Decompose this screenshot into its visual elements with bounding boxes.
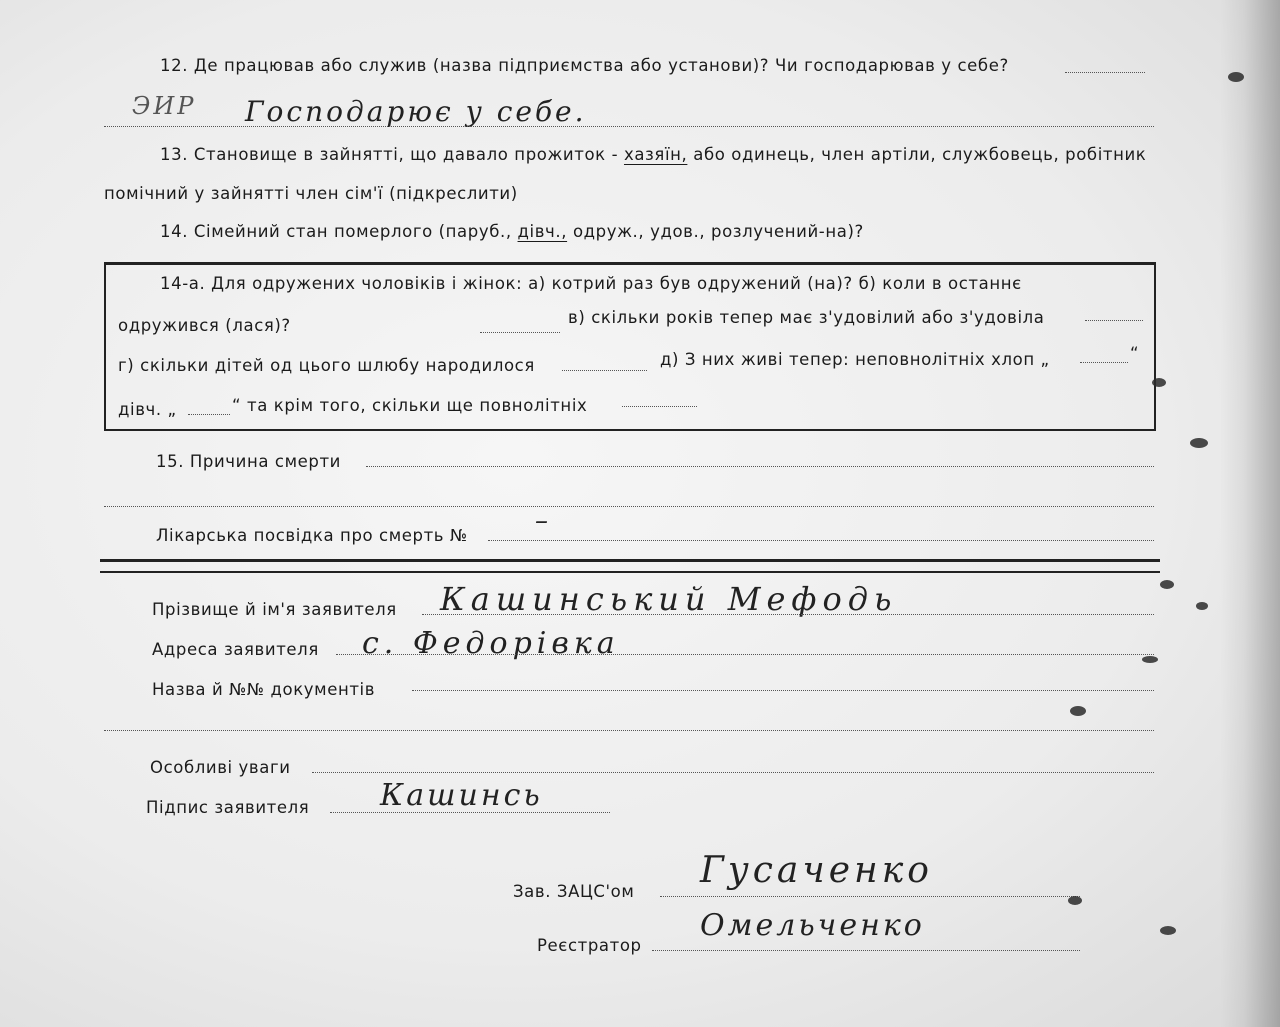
q14a-line3a-dots bbox=[562, 370, 647, 371]
certificate-dotted-line bbox=[488, 540, 1154, 541]
q14a-line2a: одружився (лася)? bbox=[118, 316, 291, 335]
q15-dotted-line bbox=[366, 466, 1154, 467]
q14a-line3b: д) З них живі тепер: неповнолітніх хлоп „ bbox=[660, 350, 1050, 369]
q13-line1 bbox=[160, 145, 1146, 164]
applicant-docs-label: Назва й №№ документів bbox=[152, 680, 376, 699]
q14-selected-option: дівч., bbox=[517, 222, 568, 241]
separator-rule-bottom bbox=[100, 571, 1160, 573]
paper-damage-mark bbox=[1228, 72, 1244, 82]
q14-line bbox=[160, 222, 864, 241]
q14a-line4a: дівч. „ bbox=[118, 400, 177, 419]
paper-damage-mark bbox=[1068, 896, 1082, 905]
q14a-line3a: г) скільки дітей од цього шлюбу народилося bbox=[118, 356, 535, 375]
margin-note: ЭИР bbox=[132, 92, 197, 120]
paper-damage-mark bbox=[1152, 378, 1166, 387]
q14a-line4b: “ та крім того, скільки ще повнолітніх bbox=[232, 396, 588, 415]
applicant-signature-line bbox=[330, 812, 610, 813]
separator-rule-top bbox=[100, 559, 1160, 562]
applicant-docs-line-2 bbox=[104, 730, 1154, 731]
applicant-address-label: Адреса заявителя bbox=[152, 640, 319, 659]
q14a-line4a-dots bbox=[188, 414, 230, 415]
paper-damage-mark bbox=[1190, 438, 1208, 448]
applicant-docs-line bbox=[412, 690, 1154, 691]
applicant-signature: Кашинсь bbox=[380, 778, 543, 813]
q14a-line2b: в) скільки років тепер має з'удовілий або з'удовіла bbox=[568, 308, 1045, 327]
q14-options: одруж., удов., розлучений-на)? bbox=[572, 222, 864, 241]
applicant-name-line bbox=[422, 614, 1154, 615]
applicant-address-line bbox=[336, 654, 1154, 655]
certificate-label: Лікарська посвідка про смерть № bbox=[156, 526, 468, 545]
head-signature: Гусаченко bbox=[700, 850, 933, 891]
head-label: Зав. ЗАЦС'ом bbox=[513, 882, 635, 901]
q14a-line1: 14-а. Для одружених чоловіків і жінок: а) котрий раз був одружений (на)? б) коли в останнє bbox=[160, 274, 1022, 293]
registrar-signature: Омельченко bbox=[700, 908, 925, 943]
q15-dotted-line-2 bbox=[104, 506, 1154, 507]
q15-label: 15. Причина смерти bbox=[156, 452, 341, 471]
applicant-notes-line bbox=[312, 772, 1154, 773]
q14a-line3b-dots bbox=[1080, 362, 1128, 363]
q13-options: або одинець, член артіли, службовець, робітник bbox=[693, 145, 1147, 164]
q13-line2: помічний у зайнятті член сім'ї (підкреслити) bbox=[104, 184, 518, 203]
head-signature-line bbox=[660, 896, 1080, 897]
q12-answer-line bbox=[104, 126, 1154, 127]
q12-answer: Господарює у себе. bbox=[245, 95, 587, 128]
q13-selected-option: хазяїн, bbox=[623, 145, 688, 164]
q14a-line4b-dots bbox=[622, 406, 697, 407]
applicant-name-value: Кашинський Мефодь bbox=[440, 580, 898, 618]
q14-prefix: 14. Сімейний стан померлого (паруб., bbox=[160, 222, 512, 241]
registrar-label: Реєстратор bbox=[537, 936, 642, 955]
applicant-signature-label: Підпис заявителя bbox=[146, 798, 310, 817]
paper-damage-mark bbox=[1160, 926, 1176, 935]
paper-damage-mark bbox=[1142, 656, 1158, 663]
applicant-address-value: с. Федорівка bbox=[362, 626, 620, 661]
applicant-notes-label: Особливі уваги bbox=[150, 758, 291, 777]
q12-label: 12. Де працював або служив (назва підприємства або установи)? Чи господарював у себе? bbox=[160, 56, 1009, 75]
paper-damage-mark bbox=[1160, 580, 1174, 589]
paper-edge-shadow bbox=[1220, 0, 1280, 1027]
q14a-line2-dots bbox=[480, 332, 560, 333]
certificate-value: – bbox=[535, 506, 551, 536]
applicant-name-label: Прізвище й ім'я заявителя bbox=[152, 600, 397, 619]
q14a-line3c: “ bbox=[1130, 344, 1140, 363]
paper-damage-mark bbox=[1196, 602, 1208, 610]
registrar-signature-line bbox=[652, 950, 1080, 951]
q13-prefix: 13. Становище в зайнятті, що давало прожиток - bbox=[160, 145, 619, 164]
q12-dotted-line bbox=[1065, 72, 1145, 73]
q14a-line2b-dots bbox=[1085, 320, 1143, 321]
paper-damage-mark bbox=[1070, 706, 1086, 716]
